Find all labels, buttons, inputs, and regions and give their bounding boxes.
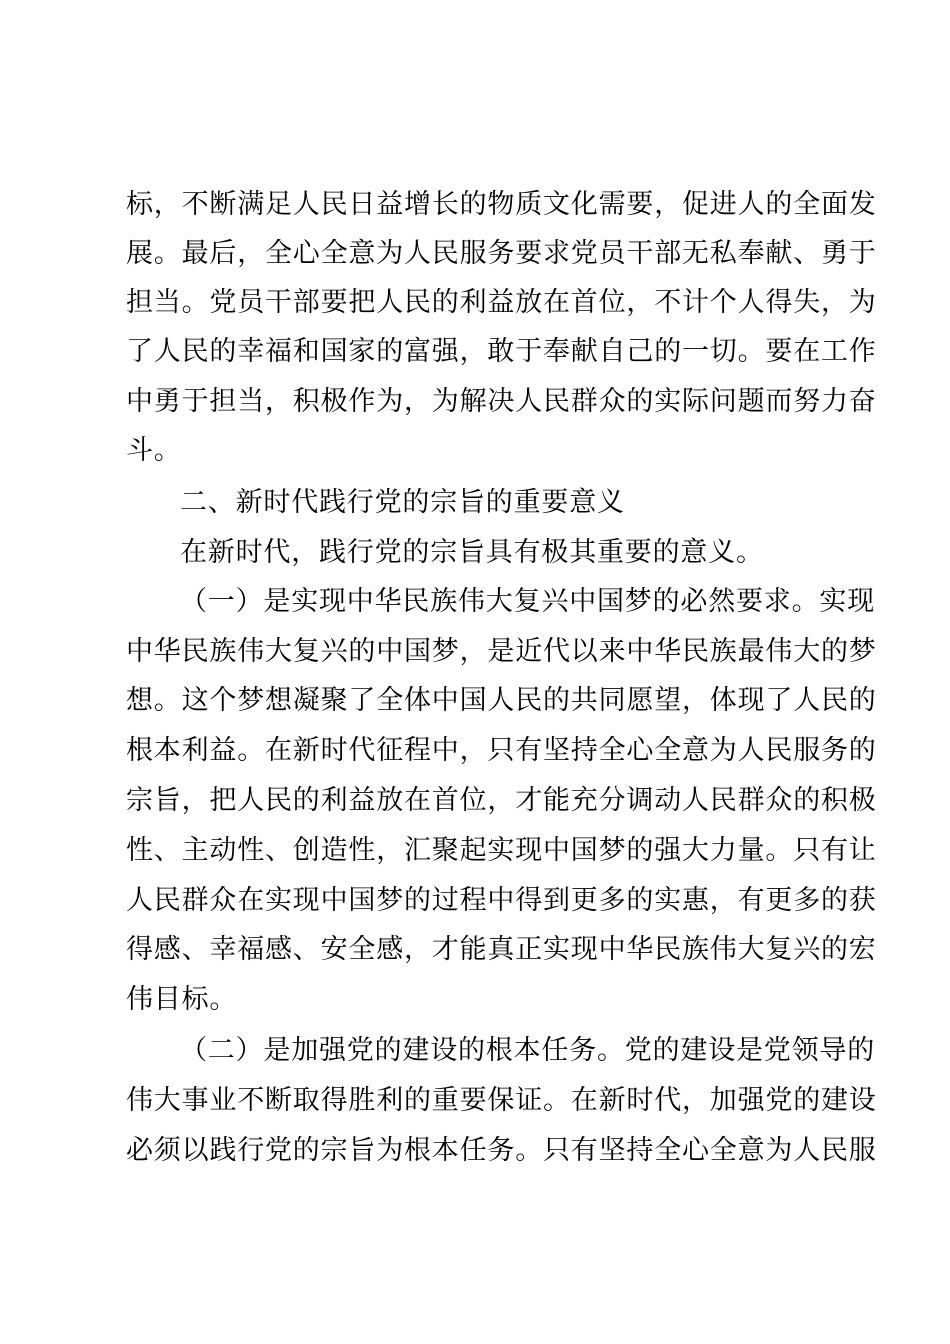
subsection-lead-line: （二）是加强党的建设的根本任务。党的建设是党领导的 [180, 1035, 875, 1066]
text-line: 伟目标。 [126, 984, 238, 1015]
section-heading: 二、新时代践行党的宗旨的重要意义 [180, 487, 625, 518]
subsection-lead-line: （一）是实现中华民族伟大复兴中国梦的必然要求。实现 [180, 586, 875, 617]
text-line: 必须以践行党的宗旨为根本任务。只有坚持全心全意为人民服 [126, 1135, 877, 1166]
text-line: 伟大事业不断取得胜利的重要保证。在新时代，加强党的建设 [126, 1085, 877, 1116]
text-line: 在新时代，践行党的宗旨具有极其重要的意义。 [180, 537, 764, 568]
text-line: 了人民的幸福和国家的富强，敢于奉献自己的一切。要在工作 [126, 336, 877, 367]
text-line: 根本利益。在新时代征程中，只有坚持全心全意为人民服务的 [126, 735, 877, 766]
text-line: 想。这个梦想凝聚了全体中国人民的共同愿望，体现了人民的 [126, 685, 877, 716]
text-line: 得感、幸福感、安全感，才能真正实现中华民族伟大复兴的宏 [126, 934, 877, 965]
text-line: 展。最后，全心全意为人民服务要求党员干部无私奉献、勇于 [126, 238, 877, 269]
text-line: 中华民族伟大复兴的中国梦，是近代以来中华民族最伟大的梦 [126, 636, 877, 667]
text-line: 性、主动性、创造性，汇聚起实现中国梦的强大力量。只有让 [126, 835, 877, 866]
text-line: 标，不断满足人民日益增长的物质文化需要，促进人的全面发 [126, 189, 877, 220]
text-line: 中勇于担当，积极作为，为解决人民群众的实际问题而努力奋 [126, 386, 877, 417]
text-line: 宗旨，把人民的利益放在首位，才能充分调动人民群众的积极 [126, 785, 877, 816]
text-line: 斗。 [126, 435, 182, 466]
text-line: 人民群众在实现中国梦的过程中得到更多的实惠，有更多的获 [126, 885, 877, 916]
text-line: 担当。党员干部要把人民的利益放在首位，不计个人得失，为 [126, 287, 877, 318]
